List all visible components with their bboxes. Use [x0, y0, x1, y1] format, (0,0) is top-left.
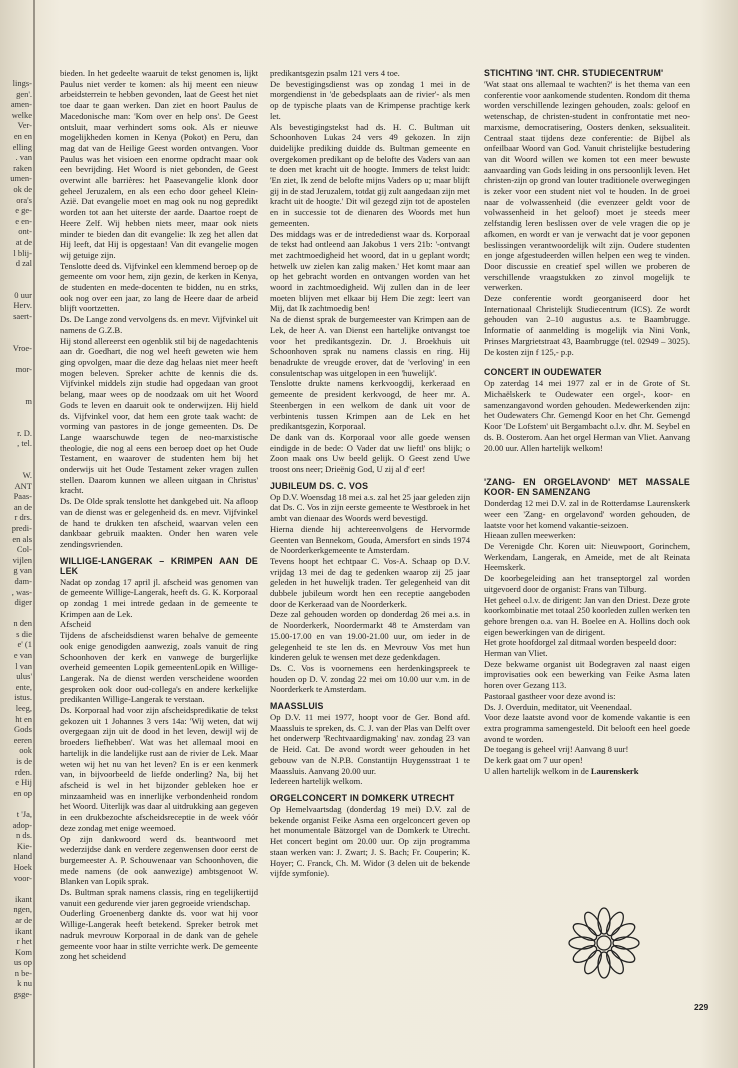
paragraph: Tijdens de afscheidsdienst waren behalve de gemeente ook enige genodigden aanwezig, zoals vanuit de ring Schoonhoven der kerk en vanwege de burgerlijke overheid gemeenten Lopik gemeentenLopik en Willige-Langerak. Na de dienst werden verscheidene woorden gesproken ook door oud-collega's en andere kerkelijke predikanten Willige-Langerak te verstaan.	[60, 630, 258, 705]
edge-fragment: ente,	[15, 681, 32, 692]
edge-fragment: istus.	[14, 692, 32, 703]
edge-fragment: e' (1	[17, 639, 32, 650]
paragraph: Iedereen hartelijk welkom.	[270, 776, 363, 787]
edge-fragment	[0, 322, 32, 333]
paragraph: Deze bekwame organist uit Bodegraven zal naast eigen improvisaties ook een bewerking van Feike Asma laten horen over Gezang 113.	[484, 658, 690, 691]
section-heading: STICHTING 'INT. CHR. STUDIECENTRUM'	[484, 68, 664, 78]
edge-fragment: m	[25, 395, 32, 406]
edge-fragment: , tel.	[17, 438, 32, 449]
edge-fragment: t 'Ja,	[16, 808, 32, 819]
edge-fragment: nland	[13, 851, 32, 862]
edge-fragment: ht en	[15, 713, 32, 724]
edge-fragment: n ds.	[15, 830, 32, 841]
edge-fragment: en op	[13, 787, 32, 798]
edge-fragment: gsge-	[13, 989, 32, 1000]
edge-fragment: ook	[19, 745, 32, 756]
edge-fragment: e van	[13, 650, 32, 661]
edge-fragment: ANT	[14, 480, 32, 491]
binding-gutter	[33, 0, 35, 1068]
edge-fragment	[0, 608, 32, 619]
edge-fragment: g van	[13, 565, 32, 576]
edge-fragment: eeren	[13, 734, 32, 745]
edge-fragment: vijlen	[12, 554, 32, 565]
paragraph: De toegang is geheel vrij! Aanvang 8 uur!	[484, 744, 629, 755]
paragraph: predikantsgezin psalm 121 vers 4 toe.	[270, 68, 400, 78]
edge-fragment	[0, 449, 32, 460]
edge-fragment: ikant	[15, 925, 32, 936]
paragraph: Het geheel o.l.v. de dirigent: Jan van den Driest. Deze grote koorkombinatie met totaal 250 koorleden zullen werken ten gehore brengen o.a. van H. Boelee en A. Hollins doch ook eigen bewerkingen van de dirigent.	[484, 594, 690, 637]
edge-fragment: gen'.	[16, 88, 32, 99]
edge-fragment: an de	[13, 501, 32, 512]
paragraph: De koorbegeleiding aan het transeptorgel zal worden uitgevoerd door de organist: Frans van Tilburg.	[484, 573, 690, 594]
edge-fragment: umen-	[10, 173, 32, 184]
paragraph: Het grote hoofdorgel zal ditmaal worden bespeeld door:	[484, 637, 677, 648]
paragraph: 'Wat staat ons allemaal te wachten?' is het thema van een conferentie voor aankomende studenten. Rondom dit thema worden verschillende lezingen gehouden, zoals: geloof en wetenschap, de christen-student in confrontatie met neo-marxisme, democratisering, Oosters denken, seksualiteit. Centraal staat tijdens deze conferentie: de Bijbel als onfeilbaar Woord van God. Vanuit christelijke bestudering van dit Woord willen we komen tot een meer bewuste aanvaarding van Gods leiding in ons persoonlijk leven. Het christen-zijn op grond van louter traditionele overwegingen is zeker voor een student niet vol te houden. In de groei naar de volwassenheid (die evenzeer geldt voor de volwassenheid in het geloof) moet je steeds meer zelfstandig leren beslissen over de vele vragen die op je afkomen, en wordt er van je verwacht dat je voor geponen beslissingen verantwoordelijk wilt zijn. Oudere studenten en jonge afgestudeerden willen helpen een weg te vinden. Door discussie en creatief spel willen we proberen de verschillende vraagstukken zo zinvol mogelijk te verwerken.	[484, 79, 690, 293]
paragraph: Ds. Korporaal had voor zijn afscheidspredikatie de tekst gekozen uit 1 Johannes 3 vers 14a: 'Wij weten, dat wij overgegaan zijn uit de dood in het leven, dewijl wij de broeders liefhebben'. Wat was het allemaal mooi en hartelijk in die landelijke rust aan de rivier de Lek. Maar weten wij het nu van het leven? En is er een kenmerk van, in bijvoorbeeld de liefde onderling? Na, bij het afscheid is wel in het bijzonder gebleken hoe er minzaamheid was en innerlijke verbondenheid rondom het Woord. Uiterlijk was daar al uitdrukking aan gegeven in een drukbezochte afscheidsreceptie in de week vóór deze zondag met enige weemoed.	[60, 705, 258, 833]
edge-fragment: Vroe-	[12, 342, 32, 353]
edge-fragment: en als	[12, 533, 32, 544]
section-heading: ORGELCONCERT IN DOMKERK UTRECHT	[270, 793, 455, 803]
paragraph: Tenslotte drukte namens kerkvoogdij, kerkeraad en gemeente de president kerkvoogd, de heer mr. A. Steenbergen in een welkom de dank uit voor de verbintenis tussen Krimpen aan de Lek en het predikantsgezin, Korporaal.	[270, 378, 470, 432]
edge-fragment	[0, 269, 32, 280]
paragraph: Pastoraal gastheer voor deze avond is:	[484, 690, 616, 701]
edge-fragment: W.	[22, 469, 32, 480]
paragraph: Des middags was er de intrededienst waar ds. Korporaal de tekst had ontleend aan Jakobus 1 vers 21b: '-ontvangt met zachtmoedigheid het woord, dat in u geplant wordt; hetwelk uw zielen kan zalig maken.' Het komt maar aan op het gebracht worden en ontvangen worden van het woord in zachtmoedigheid. Wij zullen dan in de leer moeten blijven met elkaar bij Hem Die zegt: leert van Mij, dat Ik zachtmoedig ben!	[270, 228, 470, 314]
edge-fragment	[0, 417, 32, 428]
paragraph: De bevestigingsdienst was op zondag 1 mei in de morgendienst in 'de gebedsplaats aan de rivier'- als men op de typische plaats van de Krimpense prachtige kerk let.	[270, 78, 470, 121]
edge-fragment: mor-	[15, 364, 32, 375]
paragraph: Ds. De Lange zond vervolgens ds. en mevr. Vijfvinkel uit namens de G.Z.B.	[60, 314, 258, 335]
edge-fragment	[0, 375, 32, 386]
edge-fragment: e Hij	[15, 777, 32, 788]
paragraph: Ouderling Groenenberg dankte ds. voor wat hij voor Willige-Langerak heeft betekend. Spreker betrok met nadruk mevrouw Korporaal in de dank van de gehele gemeente voor haar in stilte verrichte werk. De gemeente zong het scheidend	[60, 908, 258, 962]
edge-fragment: ngen,	[13, 904, 32, 915]
edge-fragment: rden.	[14, 766, 32, 777]
edge-fragment	[0, 353, 32, 364]
section-heading: 'ZANG- EN ORGELAVOND' MET MASSALE KOOR- EN SAMENZANG	[484, 477, 690, 498]
paragraph: Op zijn dankwoord werd ds. beantwoord met wederzijdse dank en verdere zegenwensen door eerst de burgemeester A. P. Schouwenaar van Schoonhoven, die mede namens (de ook aanwezige) ambtsgenoot W. Blanken van Lopik sprak.	[60, 833, 258, 887]
paragraph: Op D.V. Woensdag 18 mei a.s. zal het 25 jaar geleden zijn dat Ds. C. Vos in zijn eerste gemeente te Westbroek in het ambt van dienaar des Woords werd bevestigd.	[270, 491, 470, 524]
edge-fragment: ora's	[16, 194, 32, 205]
edge-fragment	[0, 406, 32, 417]
paragraph: Voor deze laatste avond voor de komende vakantie is een extra programma samengesteld. Dit belooft een heel goede avond te worden.	[484, 712, 690, 744]
edge-fragment: elling	[12, 141, 32, 152]
section-heading: WILLIGE-LANGERAK – KRIMPEN AAN DE LEK	[60, 555, 258, 576]
edge-fragment: dam-	[14, 575, 32, 586]
edge-fragment: at de	[15, 236, 32, 247]
edge-fragment: lings-	[12, 78, 32, 88]
edge-fragment: l blij-	[13, 247, 32, 258]
paragraph: Herman van Vliet.	[484, 648, 548, 659]
edge-fragment: . van	[15, 152, 32, 163]
edge-fragment: k nu	[17, 978, 32, 989]
edge-fragment: raken	[13, 162, 32, 173]
paragraph: De kerk gaat om 7 uur open!	[484, 755, 583, 766]
paragraph: bieden. In het gedeelte waaruit de tekst genomen is, lijkt Paulus niet verder te komen: als hij meent een nieuw arbeidsterrein te hebben gevonden, laat de Geest het niet toe daar te gaan werken. Dan ziet en hoort Paulus de Macedonische man: 'Kom over en help ons'. De Geest ontsluit, maar verhindert soms ook. Als er nieuwe mogelijkheden komen in Kenya (Pokot) en Peru, dan mag dat van de Heilige Geest worden ontvangen. Voor Paulus was het visioen een enorme opdracht maar ook een bevrijding. Het Woord is niet gebonden, de Geest overwint alle barrières: het Paasevangelie klonk door geheel Jeruzalem, en als een echo door geheel Klein-Azië. Dat evangelie moet en mag ook nu nog gepredikt worden tot aan het uiterste der aarde. Daartoe roept de Heere Zelf. Wij hebben niets meer, maar ook niets minder te bieden dan dit evangelie: Ik zeg het allen dat Hij leeft, dat Hij is opgestaan! Van dit evangelie mogen wij getuige zijn.	[60, 68, 258, 260]
paragraph: Ds. C. Vos is voornemens een herdenkingspreek te houden op D. V. zondag 22 mei om 10.00 uur v.m. in de Noorderkerk te Amsterdam.	[270, 662, 470, 695]
edge-fragment: leeg,	[15, 703, 32, 714]
paragraph: Nadat op zondag 17 april jl. afscheid was genomen van de gemeente Willige-Langerak, heeft ds. G. K. Korporaal op zondag 1 mei intrede gedaan in de gemeente te Krimpen aan de Lek.	[60, 576, 258, 619]
edge-fragment: 0 uur	[14, 289, 32, 300]
edge-fragment: ulus'	[16, 671, 32, 682]
edge-fragment: Col-	[16, 544, 32, 555]
column-1	[60, 68, 258, 962]
edge-fragment: r drs.	[14, 512, 32, 523]
paragraph: Na de dienst sprak de burgemeester van Krimpen aan de Lek, de heer A. van Dienst een hartelijke ontvangst toe voor het predikantsgezin. Dr. J. Broekhuis uit Schoonhoven sprak nu namens classis en ring. Hij benadrukte de vreugde erover, dat de 'verloving' in een consulentschap was uitgelopen in een 'huwelijk'.	[270, 314, 470, 378]
edge-fragment: e en-	[15, 215, 32, 226]
edge-fragment: Kie-	[16, 840, 32, 851]
edge-fragment: welke	[11, 109, 32, 120]
edge-fragment	[0, 279, 32, 290]
section-heading: CONCERT IN OUDEWATER	[484, 367, 602, 378]
edge-fragment	[0, 332, 32, 343]
edge-fragment: us op	[13, 957, 32, 968]
edge-fragment: saert-	[13, 311, 32, 322]
edge-fragment: s die	[16, 628, 32, 639]
edge-fragment: adop-	[12, 819, 32, 830]
section-heading: JUBILEUM DS. C. VOS	[270, 480, 369, 491]
edge-fragment: diger	[14, 597, 32, 608]
edge-fragment: ar de	[15, 914, 32, 925]
edge-fragment: Hoek	[13, 861, 32, 872]
paragraph: Op Hemelvaartsdag (donderdag 19 mei) D.V. zal de bekende organist Feike Asma een orgelconcert geven op het monumentale Bätzorgel van de Domkerk te Utrecht. Het concert begint om 20.00 uur. Op zijn programma staan werken van: J. Zwart; J. S. Bach; Fr. Couperin; K. Hoyer; C. Franck, Ch. M. Widor (3 delen uit de bekende vijfde symfonie).	[270, 804, 470, 879]
paragraph: Afscheid	[60, 619, 92, 630]
edge-fragment: Gods	[14, 724, 32, 735]
edge-fragment: d zal	[15, 258, 32, 269]
paragraph: Als bevestigingstekst had ds. H. C. Bultman uit Schoonhoven Lukas 24 vers 49 gekozen. In zijn duidelijke prediking duidde ds. Bultman gemeente en overgekomen predikant op de belofte des Vaders van aan te doen met kracht uit de hoogte. Immers de tekst luidt: 'En ziet, Ik zend de belofte mijns Vaders op u; maar blijft gij in de stad Jeruzalem, totdat gij zult aangedaan zijn met kracht uit de hoogte.' Dit wil gezegd zijn tot de apostelen en in successie tot de dienaren des Woords met hun gemeenten.	[270, 121, 470, 228]
paragraph	[484, 766, 690, 777]
edge-fragment: n be-	[14, 967, 32, 978]
edge-fragment: ont-	[18, 226, 32, 237]
paragraph: Deze zal gehouden worden op donderdag 26 mei a.s. in de Noorderkerk, Noordermarkt 48 te Amsterdam van 15.00-17.00 en van 19.00-21.00 uur, om ieder in de gelegenheid te ste len ds. en Mevrouw Vos met hun kinderen geluk te wensen met deze gedenkdagen.	[270, 609, 470, 663]
paragraph: Hieaan zullen meewerken:	[484, 530, 576, 541]
edge-fragment: e ge-	[15, 205, 32, 216]
edge-fragment	[0, 385, 32, 396]
paragraph: Ds. J. Overduin, meditator, uit Veenendaal.	[484, 701, 632, 712]
paragraph: Hierna diende hij achtereenvolgens de Hervormde Geenten van Bennekom, Gouda, Amersfort en sinds 1974 de Noorderkerkgemeente te Amsterdam.	[270, 523, 470, 556]
edge-fragment: Paas-	[13, 491, 32, 502]
adjacent-page-edge-text	[0, 78, 32, 1000]
paragraph-text: U allen hartelijk welkom in de	[484, 765, 591, 776]
paragraph: Donderdag 12 mei D.V. zal in de Rotterdamse Laurenskerk weer een 'Zang- en orgelavond' worden gehouden, de laatste voor het komend vakantie-seizoen.	[484, 498, 690, 530]
column-3	[484, 68, 690, 776]
edge-fragment	[0, 883, 32, 894]
edge-fragment: r. D.	[17, 427, 32, 438]
paragraph: De dank van ds. Korporaal voor alle goede wensen eindigde in de bede: O Vader dat uw lieftl' ons blijk; o Zoon maak ons Uw beeld gelijk. O Geest zend Uwe troost ons neer; Drieënig God, U zij al d' eer!	[270, 431, 470, 475]
edge-fragment: amen-	[10, 99, 32, 110]
paragraph: De Verenigde Chr. Koren uit: Nieuwpoort, Gorinchem, Werkendam, Langerak, en Ameide, met de alt Reinata Heemskerk.	[484, 541, 690, 573]
paragraph: Hij stond allereerst een ogenblik stil bij de nagedachtenis aan dr. Goedhart, die nog wel heeft geweten wie hem ging opvolgen, maar die deze dag helaas niet meer heeft mogen beleven. Spreker achtte de kennis die ds. Vijfvinkel middels zijn studie had opgedaan van groot belang, maar wees op de noodzaak om uit het Woord Gods te leven en daaruit ook te onderwijzen. Hij hield ds. Vijfvinkel voor, dat hem een grote taak wacht: de vorming van pastores in de jonge gemeenten. Ds. De Lange waarschuwde tegen de neo-marxistische theologie, die nog al eens een beroep doet op het Oude Testament, en waarover de studenten hem bij het onderwijs uit het Oude Testament zeker vragen zullen stellen. Daarom kunnen we alleen uitgaan in Christus' kracht.	[60, 335, 258, 496]
edge-fragment: Herv.	[13, 300, 32, 311]
edge-fragment: ok de	[13, 183, 32, 194]
paragraph: Op D.V. 11 mei 1977, hoopt voor de Ger. Bond afd. Maassluis te spreken, ds. C. J. van der Plas van Delft over het onderwerp 'Rechtvaardigmaking' nav. zondag 23 van de Heid. Cat. De avond wordt weer gehouden in het gebouw van de N.P.B. Constantijn Huygensstraat 1 te Maassluis. Aanvang 20.00 uur.	[270, 712, 470, 776]
edge-fragment: ikant	[15, 893, 32, 904]
edge-fragment: is de	[16, 756, 32, 766]
edge-fragment: l van	[15, 660, 32, 671]
edge-fragment: , was-	[11, 586, 32, 597]
edge-fragment: voor-	[13, 872, 32, 883]
edge-fragment: en en	[13, 130, 32, 141]
edge-fragment: predi-	[11, 522, 32, 533]
edge-fragment: Kom	[15, 946, 32, 957]
edge-fragment: Ver-	[17, 120, 32, 131]
paragraph: Ds. De Olde sprak tenslotte het dankgebed uit. Na afloop van de dienst was er gelegenheid ds. en mevr. Vijfvinkel de hand te drukken ten afscheid, waarvan velen een dankbaar gebruik maakten. Onder hen waren vele zendingsvrienden.	[60, 496, 258, 549]
flower-ornament-icon	[567, 906, 641, 980]
edge-fragment	[0, 798, 32, 809]
paragraph: Op zaterdag 14 mei 1977 zal er in de Grote of St. Michaëlskerk te Oudewater een orgel-, koor- en samenzangavond worden gehouden. Medewerkenden zijn: het Oudewaters Chr. Gemengd Koor en het Chr. Gemengd Koor 'De Lofstem' uit Bergambacht o.l.v. dhr. M. Seybel en ds. B. Oosterom. Aan het orgel Herman van Vliet. Aanvang 20.00 uur. Allen hartelijk welkom!	[484, 378, 690, 453]
church-name: Laurenskerk	[590, 765, 639, 776]
edge-fragment: r het	[16, 936, 32, 947]
paragraph: Tevens hoopt het echtpaar C. Vos-A. Schaap op D.V. vrijdag 13 mei de dag te gedenken waarop zij 25 jaar geleden in het huwelijk traden. Ter gelegenheid van dit dubbele jubileum wordt hen een receptie aangeboden door de Kerkeraad van de Noorderkerk.	[270, 555, 470, 609]
edge-fragment: n den	[13, 618, 32, 629]
page-number: 229	[694, 1002, 709, 1012]
paragraph: Ds. Bultman sprak namens classis, ring en tegelijkertijd vanuit een gedurende vier jaren gegroeide vriendschap.	[60, 887, 258, 908]
paragraph: Deze conferentie wordt georganiseerd door het Internationaal Christelijk Studiecentrum (ICS). Ze wordt gehouden van 2–10 augustus a.s. te Baambrugge. Informatie of aanmelding is mogelijk via Nini Vonk, Prinses Margrietstraat 43, Baambrugge (tel. 02949 – 3025). De kosten zijn f 125,- p.p.	[484, 293, 690, 357]
edge-fragment	[0, 459, 32, 470]
column-2	[270, 68, 470, 879]
paragraph: Tenslotte deed ds. Vijfvinkel een klemmend beroep op de gemeente om voor hem, zijn gezin, de kerken in Kenya, de studenten en mede-docenten te bidden, nu en strks, ook nog over een jaar, zo lang de Heere daar de arbeid blijft voortzetten.	[60, 260, 258, 314]
section-heading: MAASSLUIS	[270, 701, 324, 712]
